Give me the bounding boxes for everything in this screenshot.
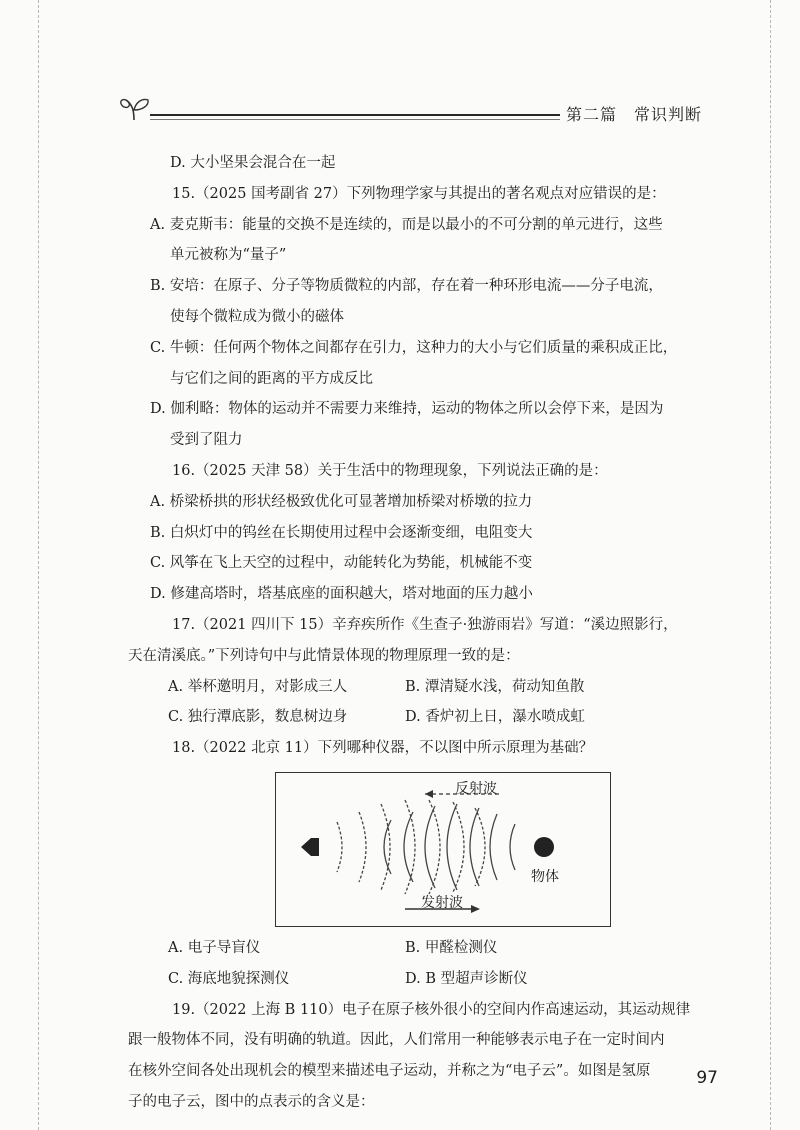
q15-option-d: D. 伽利略：物体的运动并不需要力来维持，运动的物体之所以会停下来，是因为	[150, 401, 664, 418]
q17-option-b: B. 潭清疑水浅，荷动知鱼散	[405, 678, 585, 695]
emitted-wave-label: 发射波	[421, 894, 463, 911]
q18-option-b: B. 甲醛检测仪	[405, 939, 498, 956]
q19-stem-cont-1: 跟一般物体不同，没有明确的轨道。因此，人们常用一种能够表示电子在一定时间内	[128, 1032, 665, 1049]
q18-options-row-1	[150, 933, 720, 964]
q17-stem: 17.（2021 四川下 15）辛弃疾所作《生查子·独游雨岩》写道：“溪边照影行，	[172, 616, 678, 633]
q15-option-b-cont: 使每个微粒成为微小的磁体	[170, 308, 344, 325]
q19-stem-cont-2: 在核外空间各处出现机会的模型来描述电子运动，并称之为“电子云”。如图是氢原	[128, 1063, 651, 1080]
q15-option-a: A. 麦克斯韦：能量的交换不是连续的，而是以最小的不可分割的单元进行，这些	[150, 216, 663, 233]
page-number: 97	[696, 1068, 718, 1088]
q15-option-c-cont: 与它们之间的距离的平方成反比	[170, 370, 373, 387]
reflected-wave-label: 反射波	[455, 780, 497, 797]
scan-edge-right	[770, 0, 772, 1130]
q17-option-c: C. 独行潭底影，数息树边身	[168, 709, 348, 726]
q17-stem-cont: 天在清溪底。”下列诗句中与此情景体现的物理原理一致的是：	[128, 647, 520, 664]
wave-reflection-figure	[275, 772, 611, 927]
q18-option-c: C. 海底地貌探测仪	[168, 970, 290, 987]
sprout-icon	[118, 92, 152, 122]
q16-option-d: D. 修建高塔时，塔基底座的面积越大，塔对地面的压力越小	[150, 586, 533, 603]
page-content	[128, 148, 720, 1118]
q17-option-a: A. 举杯邀明月，对影成三人	[168, 678, 348, 695]
q15-option-b: B. 安培：在原子、分子等物质微粒的内部，存在着一种环形电流——分子电流，	[150, 278, 663, 295]
q16-stem: 16.（2025 天津 58）关于生活中的物理现象，下列说法正确的是：	[172, 462, 608, 479]
q16-option-b: B. 白炽灯中的钨丝在长期使用过程中会逐渐变细，电阻变大	[150, 524, 533, 541]
q19-stem: 19.（2022 上海 B 110）电子在原子核外很小的空间内作高速运动，其运动规律	[172, 1001, 691, 1018]
q15-option-d-cont: 受到了阻力	[170, 432, 243, 449]
q14-option-d: D. 大小坚果会混合在一起	[170, 155, 336, 171]
q16-option-c: C. 风筝在飞上天空的过程中，动能转化为势能，机械能不变	[150, 555, 533, 572]
q18-option-d: D. B 型超声诊断仪	[405, 970, 528, 987]
running-head: 第二篇 常识判断	[560, 102, 702, 125]
q17-options-row-1	[150, 672, 720, 703]
q17-option-d: D. 香炉初上日，瀑水喷成虹	[405, 709, 585, 726]
scan-edge-left	[38, 0, 40, 1130]
q15-stem: 15.（2025 国考副省 27）下列物理学家与其提出的著名观点对应错误的是：	[172, 185, 666, 202]
reflected-wavefronts	[384, 804, 515, 890]
q17-options-row-2	[150, 702, 720, 733]
q18-options-row-2	[150, 964, 720, 995]
emitter-icon	[301, 838, 311, 856]
q18-option-a: A. 电子导盲仪	[168, 939, 261, 956]
object-label: 物体	[531, 868, 559, 885]
emitted-wavefronts	[337, 800, 485, 894]
q15-option-a-cont: 单元被称为“量子”	[170, 247, 287, 264]
q15-option-c: C. 牛顿：任何两个物体之间都存在引力，这种力的大小与它们质量的乘积成正比，	[150, 339, 678, 356]
q18-stem: 18.（2022 北京 11）下列哪种仪器，不以图中所示原理为基础？	[172, 740, 594, 757]
object-icon	[534, 837, 554, 857]
q16-option-a: A. 桥梁桥拱的形状经极致优化可显著增加桥梁对桥墩的拉力	[150, 493, 533, 510]
q19-stem-cont-3: 子的电子云，图中的点表示的含义是：	[128, 1093, 375, 1110]
